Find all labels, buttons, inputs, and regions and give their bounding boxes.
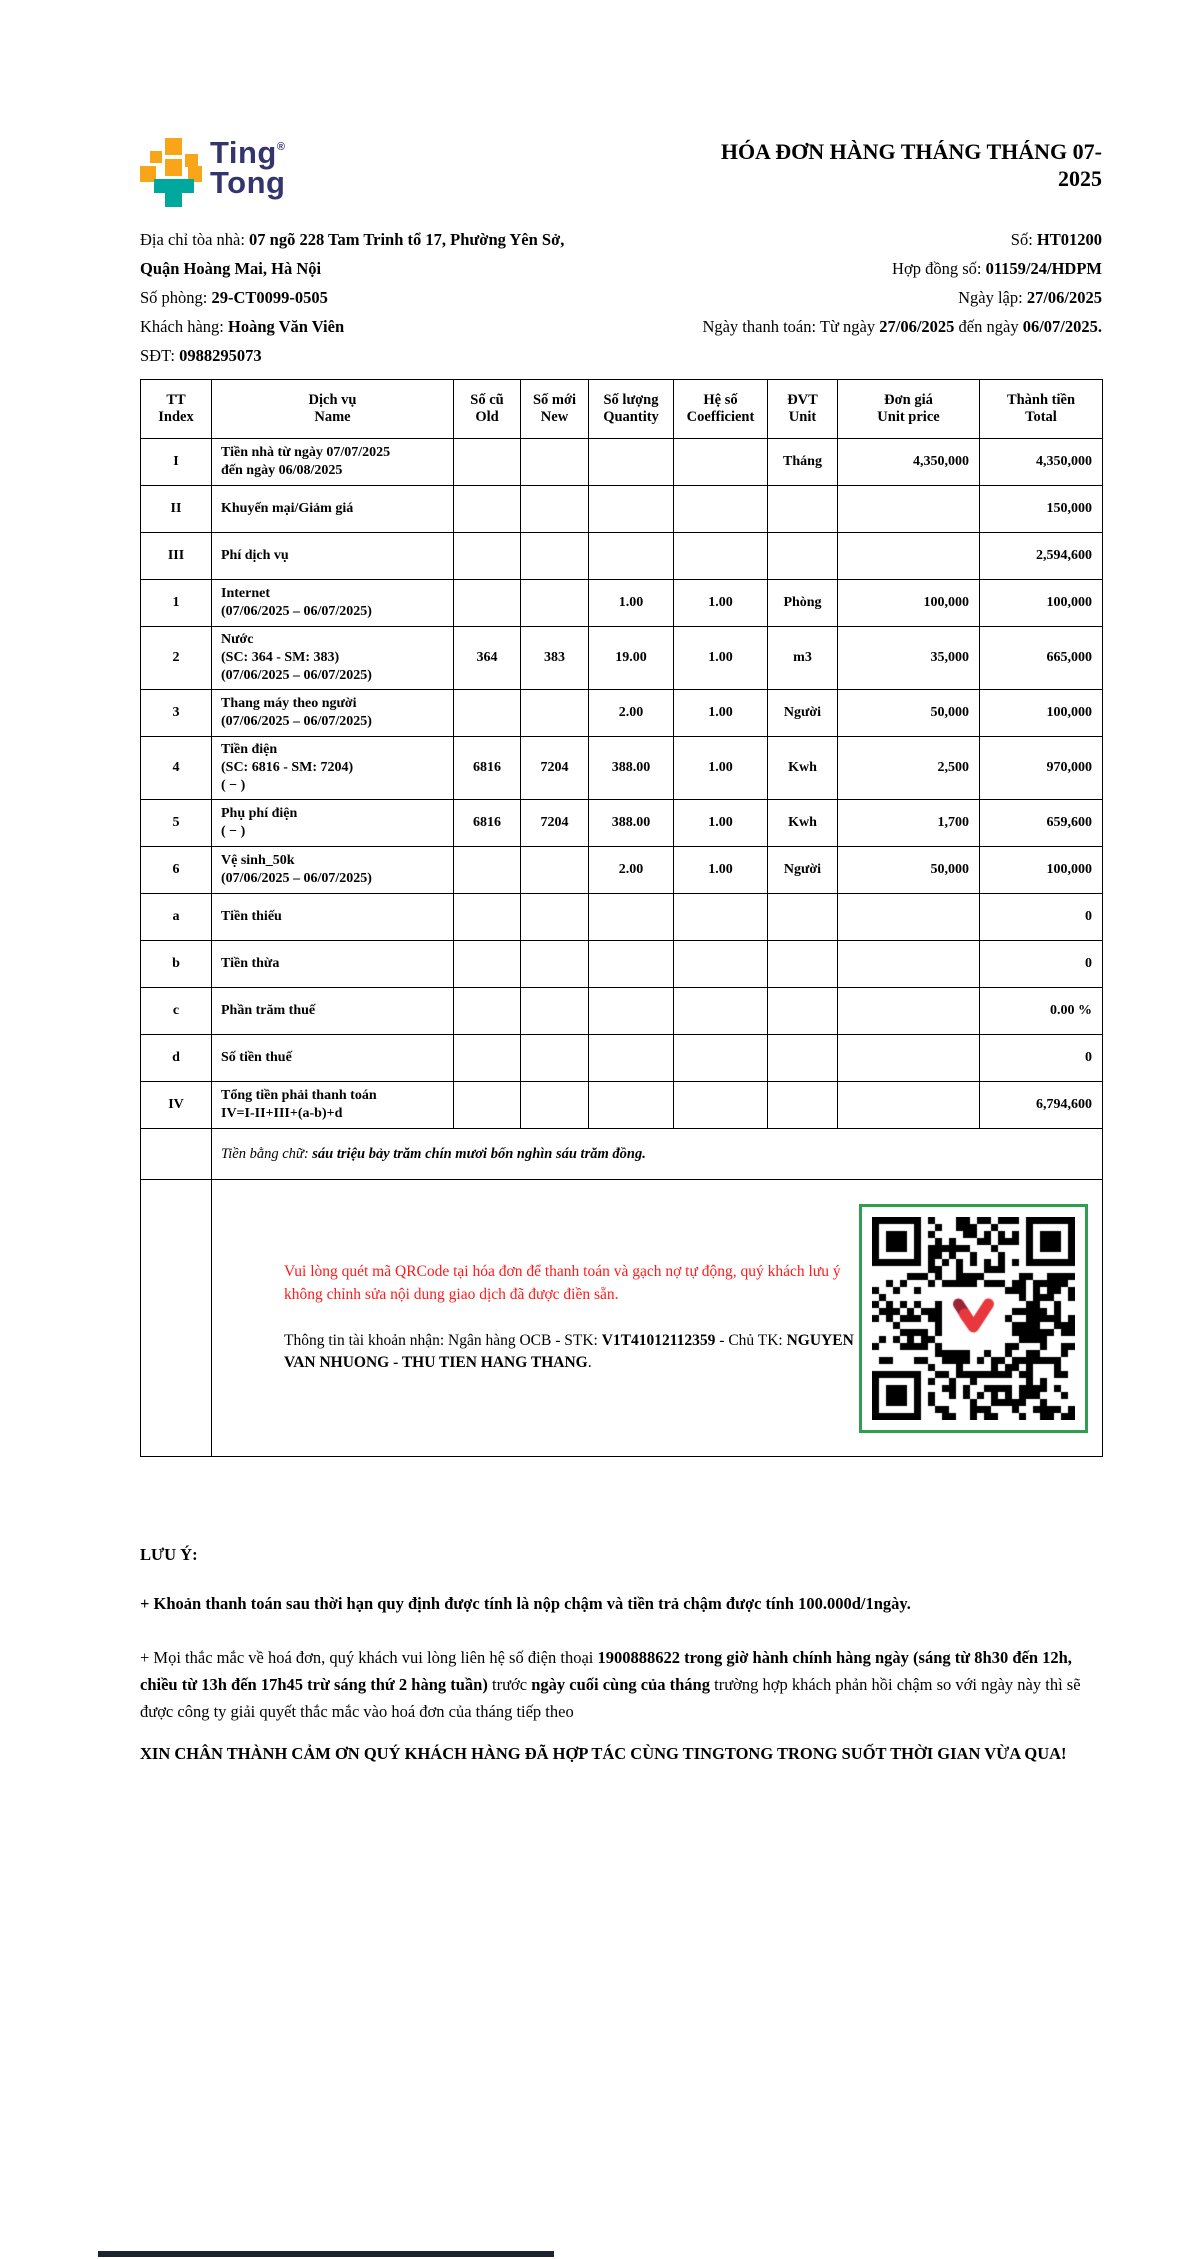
table-row <box>141 988 1103 1035</box>
table-cell-new <box>521 439 589 486</box>
notes-heading: LƯU Ý: <box>140 1545 198 1564</box>
invoice-number: Số: HT01200 <box>1010 230 1102 249</box>
table-cell-name: Nước (SC: 364 - SM: 383) (07/06/2025 – 06/07/2025) <box>212 627 454 690</box>
amount-in-words: Tiền bằng chữ: sáu triệu bảy trăm chín mươi bốn nghìn sáu trăm đồng. <box>212 1129 1103 1180</box>
qr-instructions <box>284 1261 859 1375</box>
table-cell-new: 383 <box>521 627 589 690</box>
table-cell-total: 150,000 <box>980 486 1103 533</box>
table-cell-coef: 1.00 <box>674 627 768 690</box>
table-cell-price <box>838 988 980 1035</box>
col-header-index: TT Index <box>141 380 212 439</box>
table-cell-name: Phụ phí điện ( − ) <box>212 800 454 847</box>
table-cell-price: 1,700 <box>838 800 980 847</box>
col-header-old: Số cũ Old <box>454 380 521 439</box>
table-cell-unit: m3 <box>768 627 838 690</box>
table-cell-unit <box>768 941 838 988</box>
table-cell-price: 50,000 <box>838 690 980 737</box>
table-cell-total: 0 <box>980 894 1103 941</box>
table-cell-coef: 1.00 <box>674 580 768 627</box>
phone-number: SĐT: 0988295073 <box>140 346 262 365</box>
table-cell-new <box>521 690 589 737</box>
table-cell-old <box>454 847 521 894</box>
table-cell-qty <box>589 486 674 533</box>
table-cell-qty: 2.00 <box>589 690 674 737</box>
invoice-table <box>140 379 1103 1457</box>
col-header-unit-price: Đơn giá Unit price <box>838 380 980 439</box>
table-cell-price <box>838 894 980 941</box>
table-header-row <box>141 380 1103 439</box>
table-cell-coef: 1.00 <box>674 800 768 847</box>
table-cell-total: 4,350,000 <box>980 439 1103 486</box>
table-cell-tt: 5 <box>141 800 212 847</box>
table-row <box>141 439 1103 486</box>
col-header-coefficient: Hệ số Coefficient <box>674 380 768 439</box>
table-cell-unit <box>768 1082 838 1129</box>
table-cell-qty <box>589 1035 674 1082</box>
table-cell-coef <box>674 439 768 486</box>
table-cell-qty <box>589 894 674 941</box>
table-cell-tt: IV <box>141 1082 212 1129</box>
table-cell-coef: 1.00 <box>674 690 768 737</box>
table-cell-tt: 3 <box>141 690 212 737</box>
table-cell-old <box>454 533 521 580</box>
table-cell-new: 7204 <box>521 800 589 847</box>
table-row <box>141 627 1103 690</box>
invoice-page <box>140 0 1102 1767</box>
table-cell-old <box>454 941 521 988</box>
table-cell-old <box>454 439 521 486</box>
logo-pixel <box>165 159 182 176</box>
table-cell-coef <box>674 486 768 533</box>
table-cell-total: 100,000 <box>980 690 1103 737</box>
bank-account-info: Thông tin tài khoản nhận: Ngân hàng OCB - STK: V1T41012112359 - Chủ TK: NGUYEN VAN NHUONG - THU TIEN HANG THANG. <box>284 1332 854 1372</box>
table-cell-qty <box>589 439 674 486</box>
table-cell-unit <box>768 988 838 1035</box>
logo-pixel <box>150 151 162 163</box>
table-cell-new <box>521 1082 589 1129</box>
bottom-partial-strip <box>98 2251 554 2257</box>
table-cell-unit <box>768 894 838 941</box>
logo-wordmark <box>210 135 286 200</box>
invoice-title-line1: HÓA ĐƠN HÀNG THÁNG THÁNG 07- <box>720 139 1102 164</box>
logo-word-ting: Ting <box>210 135 277 170</box>
table-cell-new <box>521 847 589 894</box>
table-cell-qty <box>589 1082 674 1129</box>
table-row <box>141 533 1103 580</box>
logo-pixel <box>165 193 182 207</box>
thanks-message: XIN CHÂN THÀNH CẢM ƠN QUÝ KHÁCH HÀNG ĐÃ HỢP TÁC CÙNG TINGTONG TRONG SUỐT THỜI GIAN VỪA QUA! <box>140 1744 1067 1763</box>
table-row <box>141 690 1103 737</box>
contract-number: Hợp đồng số: 01159/24/HDPM <box>892 259 1102 278</box>
table-cell-tt: III <box>141 533 212 580</box>
table-cell-tt: c <box>141 988 212 1035</box>
table-cell-tt: b <box>141 941 212 988</box>
table-cell-qty: 1.00 <box>589 580 674 627</box>
table-cell-price <box>838 1035 980 1082</box>
table-cell-old <box>454 486 521 533</box>
table-cell-tt: 2 <box>141 627 212 690</box>
customer-name: Khách hàng: Hoàng Văn Viên <box>140 317 345 336</box>
table-cell-qty: 388.00 <box>589 737 674 800</box>
table-cell-total: 0 <box>980 1035 1103 1082</box>
table-cell-total: 100,000 <box>980 847 1103 894</box>
table-row <box>141 894 1103 941</box>
late-payment-note: + Khoản thanh toán sau thời hạn quy định được tính là nộp chậm và tiền trả chậm được tính 100.000d/1ngày. <box>140 1594 911 1613</box>
table-row <box>141 941 1103 988</box>
table-cell-unit: Kwh <box>768 737 838 800</box>
table-cell-name: Số tiền thuế <box>212 1035 454 1082</box>
table-cell-qty: 19.00 <box>589 627 674 690</box>
col-header-new: Số mới New <box>521 380 589 439</box>
col-header-unit: ĐVT Unit <box>768 380 838 439</box>
table-cell-tt: 4 <box>141 737 212 800</box>
logo-word-tong: Tong <box>210 165 286 200</box>
logo-pixel <box>154 179 194 193</box>
table-cell-old: 364 <box>454 627 521 690</box>
table-row <box>141 1035 1103 1082</box>
table-cell-total: 6,794,600 <box>980 1082 1103 1129</box>
table-cell-price: 2,500 <box>838 737 980 800</box>
table-cell-new <box>521 580 589 627</box>
table-cell-unit <box>768 1035 838 1082</box>
invoice-notes <box>140 1545 1102 1767</box>
table-cell-name: Internet (07/06/2025 – 06/07/2025) <box>212 580 454 627</box>
payment-period: Ngày thanh toán: Từ ngày 27/06/2025 đến ngày 06/07/2025. <box>702 317 1102 336</box>
table-cell-name: Vệ sinh_50k (07/06/2025 – 06/07/2025) <box>212 847 454 894</box>
table-row <box>141 580 1103 627</box>
qr-row <box>141 1180 1103 1457</box>
table-cell-unit: Người <box>768 847 838 894</box>
col-header-quantity: Số lượng Quantity <box>589 380 674 439</box>
table-cell-coef <box>674 988 768 1035</box>
table-cell-total: 970,000 <box>980 737 1103 800</box>
invoice-table-body <box>141 439 1103 1129</box>
table-cell-price: 100,000 <box>838 580 980 627</box>
table-cell-old <box>454 580 521 627</box>
table-cell-coef <box>674 894 768 941</box>
table-cell-coef <box>674 1035 768 1082</box>
table-cell-name: Tiền thừa <box>212 941 454 988</box>
table-cell-tt: I <box>141 439 212 486</box>
table-row <box>141 486 1103 533</box>
table-cell-unit: Kwh <box>768 800 838 847</box>
table-cell-empty <box>141 1180 212 1457</box>
col-header-total: Thành tiền Total <box>980 380 1103 439</box>
table-row <box>141 847 1103 894</box>
table-cell-name: Tiền thiếu <box>212 894 454 941</box>
table-cell-new: 7204 <box>521 737 589 800</box>
table-cell-total: 659,600 <box>980 800 1103 847</box>
table-cell-new <box>521 941 589 988</box>
table-cell-tt: d <box>141 1035 212 1082</box>
table-cell-name: Tổng tiền phải thanh toán IV=I-II+III+(a-b)+d <box>212 1082 454 1129</box>
table-cell-price: 50,000 <box>838 847 980 894</box>
table-cell-total: 100,000 <box>980 580 1103 627</box>
table-cell-total: 665,000 <box>980 627 1103 690</box>
table-cell-price <box>838 533 980 580</box>
table-cell-price <box>838 1082 980 1129</box>
table-cell-tt: II <box>141 486 212 533</box>
tingtong-logo <box>140 136 370 211</box>
table-cell-name: Phần trăm thuế <box>212 988 454 1035</box>
table-cell-new <box>521 894 589 941</box>
table-cell-tt: a <box>141 894 212 941</box>
table-cell-coef <box>674 941 768 988</box>
invoice-title <box>632 138 1102 211</box>
table-row <box>141 800 1103 847</box>
qr-section-cell <box>212 1180 1103 1457</box>
table-cell-price: 35,000 <box>838 627 980 690</box>
table-cell-price <box>838 486 980 533</box>
table-cell-coef <box>674 1082 768 1129</box>
tingtong-logo-icon <box>140 138 204 208</box>
qr-red-note: Vui lòng quét mã QRCode tại hóa đơn để thanh toán và gạch nợ tự động, quý khách lưu ý không chỉnh sửa nội dung giao dịch đã được điền sẵn. <box>284 1263 841 1303</box>
table-cell-total: 0 <box>980 941 1103 988</box>
table-cell-empty <box>141 1129 212 1180</box>
table-cell-unit <box>768 486 838 533</box>
table-cell-new <box>521 1035 589 1082</box>
table-row <box>141 1082 1103 1129</box>
building-address-line1: Địa chỉ tòa nhà: 07 ngõ 228 Tam Trinh tổ 17, Phường Yên Sở, <box>140 230 565 249</box>
table-cell-old <box>454 1082 521 1129</box>
table-cell-new <box>521 533 589 580</box>
invoice-info <box>140 225 1102 370</box>
table-cell-qty: 2.00 <box>589 847 674 894</box>
col-header-name: Dịch vụ Name <box>212 380 454 439</box>
table-cell-coef: 1.00 <box>674 847 768 894</box>
table-cell-price <box>838 941 980 988</box>
table-cell-name: Phí dịch vụ <box>212 533 454 580</box>
table-cell-tt: 1 <box>141 580 212 627</box>
invoice-header <box>140 136 1102 211</box>
payment-qr-code <box>859 1204 1088 1433</box>
issue-date: Ngày lập: 27/06/2025 <box>958 288 1102 307</box>
logo-pixel <box>165 138 182 155</box>
table-cell-qty: 388.00 <box>589 800 674 847</box>
table-cell-new <box>521 988 589 1035</box>
table-cell-unit: Phòng <box>768 580 838 627</box>
table-cell-unit <box>768 533 838 580</box>
table-cell-name: Khuyến mại/Giảm giá <box>212 486 454 533</box>
table-cell-unit: Người <box>768 690 838 737</box>
invoice-title-line2: 2025 <box>1058 166 1102 191</box>
table-cell-total: 0.00 % <box>980 988 1103 1035</box>
table-row <box>141 737 1103 800</box>
table-cell-old <box>454 894 521 941</box>
table-cell-unit: Tháng <box>768 439 838 486</box>
table-cell-old <box>454 690 521 737</box>
table-cell-name: Tiền điện (SC: 6816 - SM: 7204) ( − ) <box>212 737 454 800</box>
table-cell-qty <box>589 988 674 1035</box>
table-cell-tt: 6 <box>141 847 212 894</box>
table-cell-old: 6816 <box>454 800 521 847</box>
table-cell-old <box>454 1035 521 1082</box>
table-cell-name: Tiền nhà từ ngày 07/07/2025 đến ngày 06/08/2025 <box>212 439 454 486</box>
table-cell-coef <box>674 533 768 580</box>
table-cell-old <box>454 988 521 1035</box>
table-cell-price: 4,350,000 <box>838 439 980 486</box>
table-cell-total: 2,594,600 <box>980 533 1103 580</box>
table-cell-coef: 1.00 <box>674 737 768 800</box>
building-address-line2: Quận Hoàng Mai, Hà Nội <box>140 259 322 278</box>
registered-mark: ® <box>276 141 286 153</box>
table-cell-old: 6816 <box>454 737 521 800</box>
table-cell-qty <box>589 941 674 988</box>
table-cell-name: Thang máy theo người (07/06/2025 – 06/07/2025) <box>212 690 454 737</box>
invoice-info-left <box>140 225 660 370</box>
table-cell-qty <box>589 533 674 580</box>
table-cell-new <box>521 486 589 533</box>
hotline-note: + Mọi thắc mắc về hoá đơn, quý khách vui lòng liên hệ số điện thoại 1900888622 trong giờ hành chính hàng ngày (sáng từ 8h30 đến 12h, chiều từ 13h đến 17h45 trừ sáng thứ 2 hàng tuần) trước ngày cuối cùng của tháng trường hợp khách phản hồi chậm so với ngày này thì sẽ được công ty giải quyết thắc mắc vào hoá đơn của tháng tiếp theo <box>140 1648 1081 1721</box>
invoice-info-right <box>662 225 1102 370</box>
room-number: Số phòng: 29-CT0099-0505 <box>140 288 328 307</box>
qr-code-canvas <box>872 1217 1075 1420</box>
amount-in-words-row <box>141 1129 1103 1180</box>
